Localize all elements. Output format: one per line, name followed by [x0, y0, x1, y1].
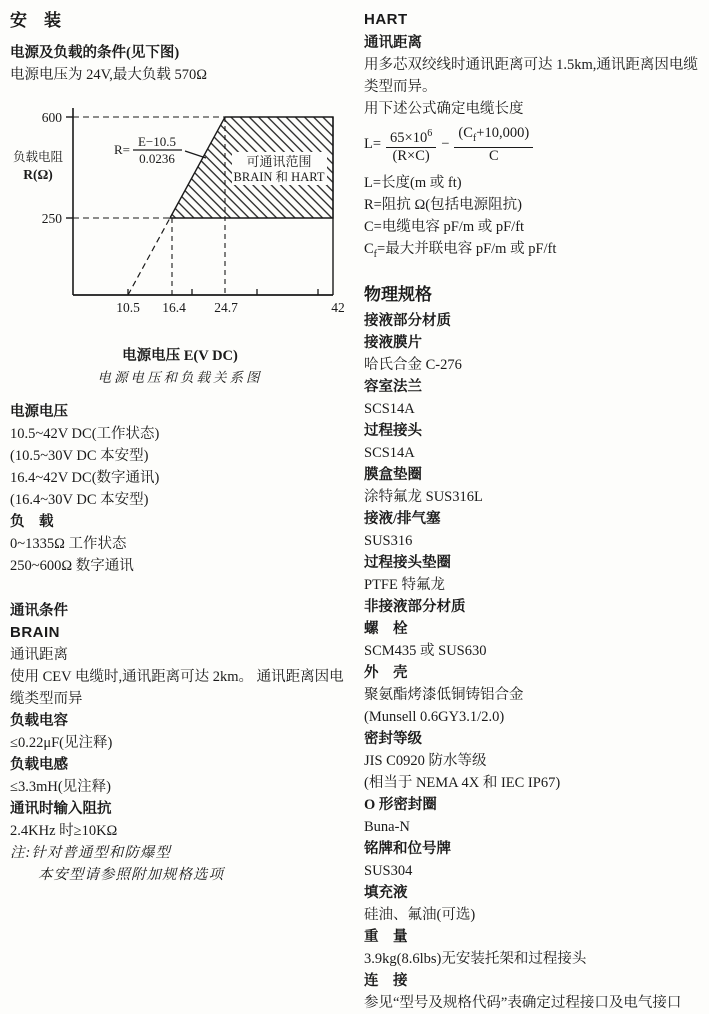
doc-line: 过程接头垫圈	[364, 554, 451, 571]
doc-line: 重 量	[364, 928, 408, 945]
doc-line: 连 接	[364, 972, 408, 989]
doc-line: 聚氨酯烤漆低铜铸铝合金	[364, 686, 524, 703]
region-label-line1: 可通讯范围	[246, 154, 312, 169]
chart-x-axis-caption: 电源电压 E(V DC)	[122, 348, 238, 364]
doc-line: 负 载	[10, 514, 54, 530]
doc-line: O 形密封圈	[364, 796, 437, 813]
formula-fraction-1	[386, 125, 436, 165]
boundary-line-dashed	[128, 218, 170, 295]
doc-line: 铭牌和位号牌	[364, 840, 451, 857]
doc-line: 负载电容	[10, 713, 68, 729]
doc-line: 硅油、氟油(可选)	[364, 906, 476, 923]
doc-line: (Munsell 0.6GY3.1/2.0)	[364, 708, 505, 725]
doc-line: 通讯距离	[10, 647, 68, 663]
x-tick-label-16-4: 16.4	[162, 300, 186, 315]
formula-legend-cf: $C_f=$最大并联电容 pF/m 或 pF/ft	[364, 240, 557, 260]
doc-line: (相当于 NEMA 4X 和 IEC IP67)	[364, 774, 561, 791]
doc-line: 使用 CEV 电缆时,通讯距离可达 2km。 通讯距离因电缆类型而异	[10, 669, 344, 707]
doc-line: 0~1335Ω 工作状态	[10, 536, 127, 552]
y-axis-label-2: R(Ω)	[23, 167, 53, 182]
formula-minus: −	[441, 136, 450, 153]
doc-line: 负载电感	[10, 757, 68, 773]
doc-line: 外 壳	[364, 664, 408, 681]
doc-line: PTFE 特氟龙	[364, 576, 445, 593]
region-label-line2: BRAIN 和 HART	[233, 170, 325, 184]
doc-line: 16.4~42V DC(数字通讯)	[10, 470, 160, 486]
doc-line: 通讯时输入阻抗	[10, 801, 112, 817]
doc-line: 注:针对普通型和防爆型	[10, 845, 171, 861]
chart-formula-prefix: R=	[113, 142, 130, 157]
formula-lhs: L	[364, 136, 373, 153]
doc-line: Buna-N	[364, 818, 410, 835]
pre-chart-lines	[10, 42, 350, 86]
doc-line: ≤3.3mH(见注释)	[10, 779, 111, 795]
doc-line: 接液部分材质	[364, 312, 451, 329]
x-tick-label-10-5: 10.5	[116, 300, 140, 315]
doc-line: JIS C0920 防水等级	[364, 752, 487, 769]
chart-canvas	[10, 103, 350, 335]
chart-formula-denominator: 0.0236	[139, 151, 175, 166]
y-axis-label-1: 负载电阻	[12, 150, 64, 164]
doc-line: 通讯条件	[10, 603, 68, 619]
section-title-physical-specs: 物理规格	[364, 284, 432, 304]
doc-line: 参见“型号及规格代码”表确定过程接口及电气接口	[364, 994, 682, 1011]
formula-fraction-1-denominator: (R×C)	[392, 147, 430, 164]
formula-fraction-2-numerator: $(C_f+10,000)$	[454, 125, 533, 148]
chart-title-caption: 电源电压和负载关系图	[97, 370, 263, 385]
doc-line: 电源电压为 24V,最大负载 570Ω	[10, 67, 208, 83]
doc-line: BRAIN	[10, 624, 60, 641]
doc-line: 250~600Ω 数字通讯	[10, 558, 134, 574]
protocol-title-hart: HART	[364, 11, 408, 28]
left-column	[10, 8, 350, 886]
doc-line: R=阻抗 Ω(包括电源阻抗)	[364, 196, 522, 213]
doc-line: 过程接头	[364, 422, 422, 439]
chart-formula-numerator: E−10.5	[137, 134, 177, 149]
doc-line: 接液膜片	[364, 334, 422, 351]
doc-line: 电源及负载的条件(见下图)	[10, 45, 180, 61]
physical-spec-lines	[364, 310, 702, 1014]
doc-line: C=电缆电容 pF/m 或 pF/ft	[364, 218, 525, 235]
formula-equals: =	[372, 136, 382, 153]
formula-fraction-1-numerator: $65\times 10^6$	[386, 125, 436, 148]
doc-line: (10.5~30V DC 本安型)	[10, 448, 149, 464]
y-tick-label-250: 250	[41, 211, 62, 226]
doc-line: SCS14A	[364, 444, 415, 461]
doc-line: L=长度(m 或 ft)	[364, 174, 462, 191]
doc-line: SUS316	[364, 532, 413, 549]
doc-line: SCS14A	[364, 400, 415, 417]
formula-legend-lines	[364, 172, 702, 238]
doc-line: 涂特氟龙 SUS316L	[364, 488, 483, 505]
section-title-installation: 安 装	[10, 11, 61, 30]
left-spec-lines	[10, 401, 350, 886]
doc-line: 通讯距离	[364, 35, 422, 51]
doc-line: 2.4KHz 时≥10KΩ	[10, 823, 118, 839]
formula-fraction-2	[454, 125, 533, 165]
formula-fraction-2-denominator: C	[488, 147, 499, 164]
doc-line: 螺 栓	[364, 620, 408, 637]
doc-line: 非接液部分材质	[364, 598, 466, 615]
doc-line: 容室法兰	[364, 378, 422, 395]
doc-line: 哈氏合金 C-276	[364, 356, 462, 373]
doc-line: 膜盒垫圈	[364, 466, 422, 483]
doc-line: (16.4~30V DC 本安型)	[10, 492, 149, 508]
x-tick-label-24-7: 24.7	[214, 300, 238, 315]
formula-leader-line	[185, 151, 206, 158]
doc-line: 用多芯双绞线时通讯距离可达 1.5km,通讯距离因电缆类型而异。	[364, 57, 698, 95]
right-column	[364, 8, 702, 1014]
hart-top-lines	[364, 32, 702, 120]
x-tick-label-42: 42	[331, 300, 345, 315]
doc-line: 3.9kg(8.6lbs)无安装托架和过程接头	[364, 950, 587, 967]
doc-line: ≤0.22μF(见注释)	[10, 735, 113, 751]
doc-line: 填充液	[364, 884, 408, 901]
doc-line: 密封等级	[364, 730, 422, 747]
doc-line: SUS304	[364, 862, 413, 879]
doc-line: 接液/排气塞	[364, 510, 441, 527]
y-tick-label-600: 600	[41, 110, 62, 125]
doc-line: 用下述公式确定电缆长度	[364, 101, 524, 117]
doc-line: SCM435 或 SUS630	[364, 642, 487, 659]
cable-length-formula	[364, 125, 702, 165]
load-voltage-chart	[10, 103, 350, 389]
doc-line: 电源电压	[10, 404, 68, 420]
doc-line: 10.5~42V DC(工作状态)	[10, 426, 160, 442]
doc-line: 本安型请参照附加规格选项	[38, 867, 224, 883]
